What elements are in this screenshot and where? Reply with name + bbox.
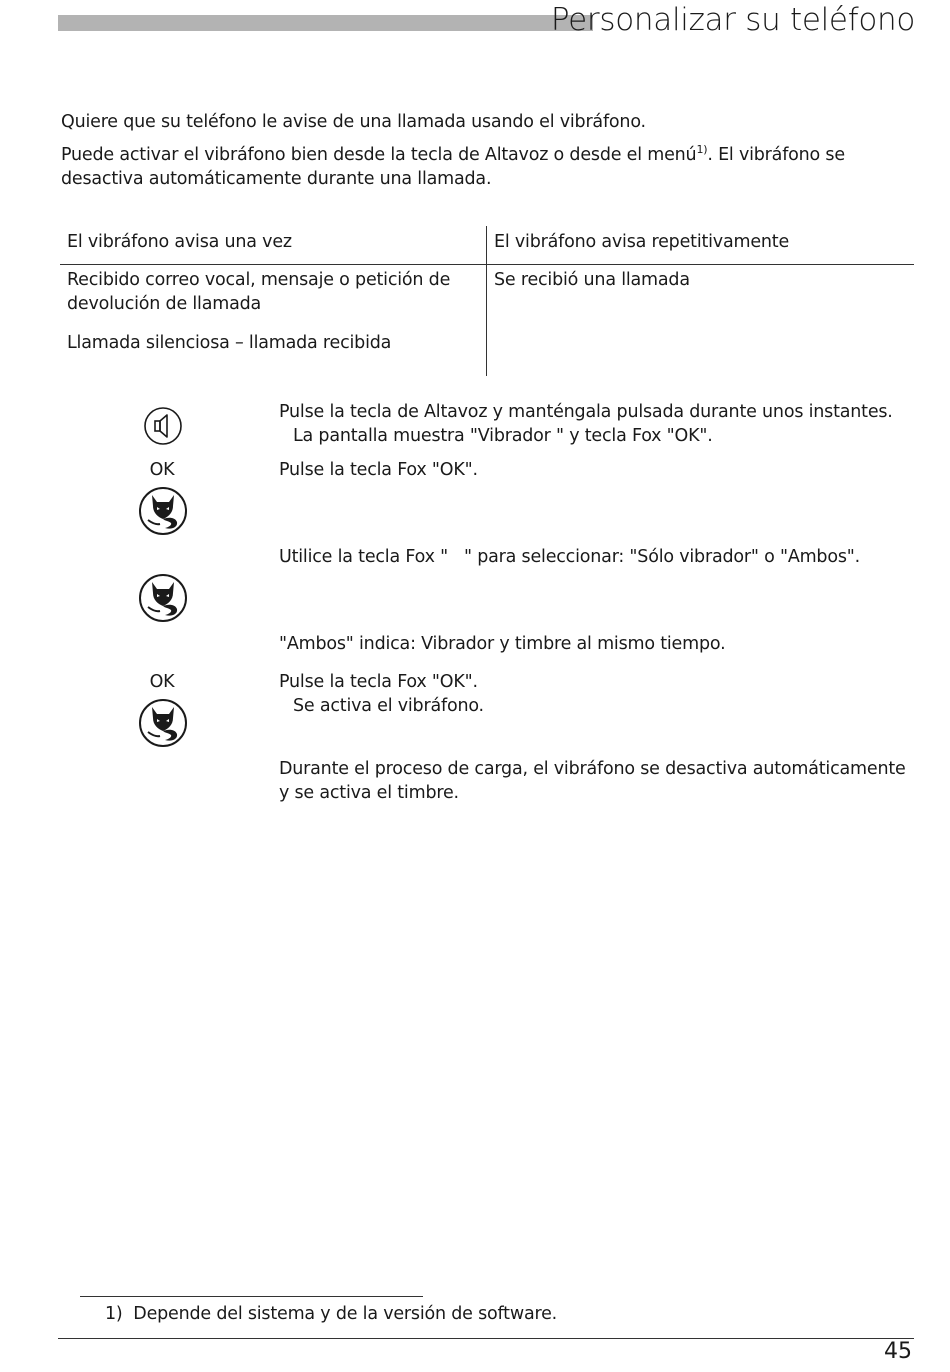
intro-text-cont: . El vibráfono se desactiva automáticamente durante una llamada. [61,145,845,189]
fox-key-icon [138,486,188,536]
step-1-text: Pulse la tecla de Altavoz y manténgala pulsada durante unos instantes. [279,402,893,422]
step-3 [279,545,919,569]
table-divider-vertical [486,226,487,376]
table-header-once: El vibráfono avisa una vez [67,232,292,252]
step-2 [279,458,919,482]
footnote [105,1302,557,1326]
speaker-icon [138,401,188,451]
fox-key-icon [138,698,188,748]
step-3-text: Utilice la tecla Fox " " para seleccionar: "Sólo vibrador" o "Ambos". [279,547,860,567]
step-6 [279,757,919,805]
header-bar [58,15,593,31]
page-footer-line [58,1338,914,1339]
table-cell: Recibido correo vocal, mensaje o petición de devolución de llamada [67,270,451,314]
step-4-text: "Ambos" indica: Vibrador y timbre al mismo tiempo. [279,634,726,654]
step-5-result: Se activa el vibráfono. [293,696,484,716]
page-number: 45 [884,1339,912,1364]
step-6-text: Durante el proceso de carga, el vibráfono se desactiva automáticamente y se activa el timbre. [279,759,906,803]
ok-label: OK [149,672,175,692]
table-cell: Llamada silenciosa – llamada recibida [67,333,392,353]
step-1-result: La pantalla muestra "Vibrador " y tecla Fox "OK". [293,426,713,446]
fox-key-icon [138,573,188,623]
intro-text: Puede activar el vibráfono bien desde la tecla de Altavoz o desde el menú [61,145,697,165]
table-cell: Se recibió una llamada [494,270,690,290]
footnote-ref: 1) [696,143,708,156]
step-1 [279,400,919,448]
step-5-text: Pulse la tecla Fox "OK". [279,672,478,692]
table-divider-horizontal [60,264,914,265]
intro-paragraph-1: Quiere que su teléfono le avise de una llamada usando el vibráfono. [61,112,646,132]
step-2-text: Pulse la tecla Fox "OK". [279,460,478,480]
intro-paragraph-2 [61,143,921,191]
footnote-number: 1) [105,1304,123,1324]
ok-label: OK [149,460,175,480]
step-5 [279,670,919,718]
table-header-repeat: El vibráfono avisa repetitivamente [494,232,790,252]
step-4 [279,632,919,656]
page-title: Personalizar su teléfono [550,2,915,38]
footnote-divider [80,1296,423,1297]
footnote-text: Depende del sistema y de la versión de software. [133,1304,558,1324]
